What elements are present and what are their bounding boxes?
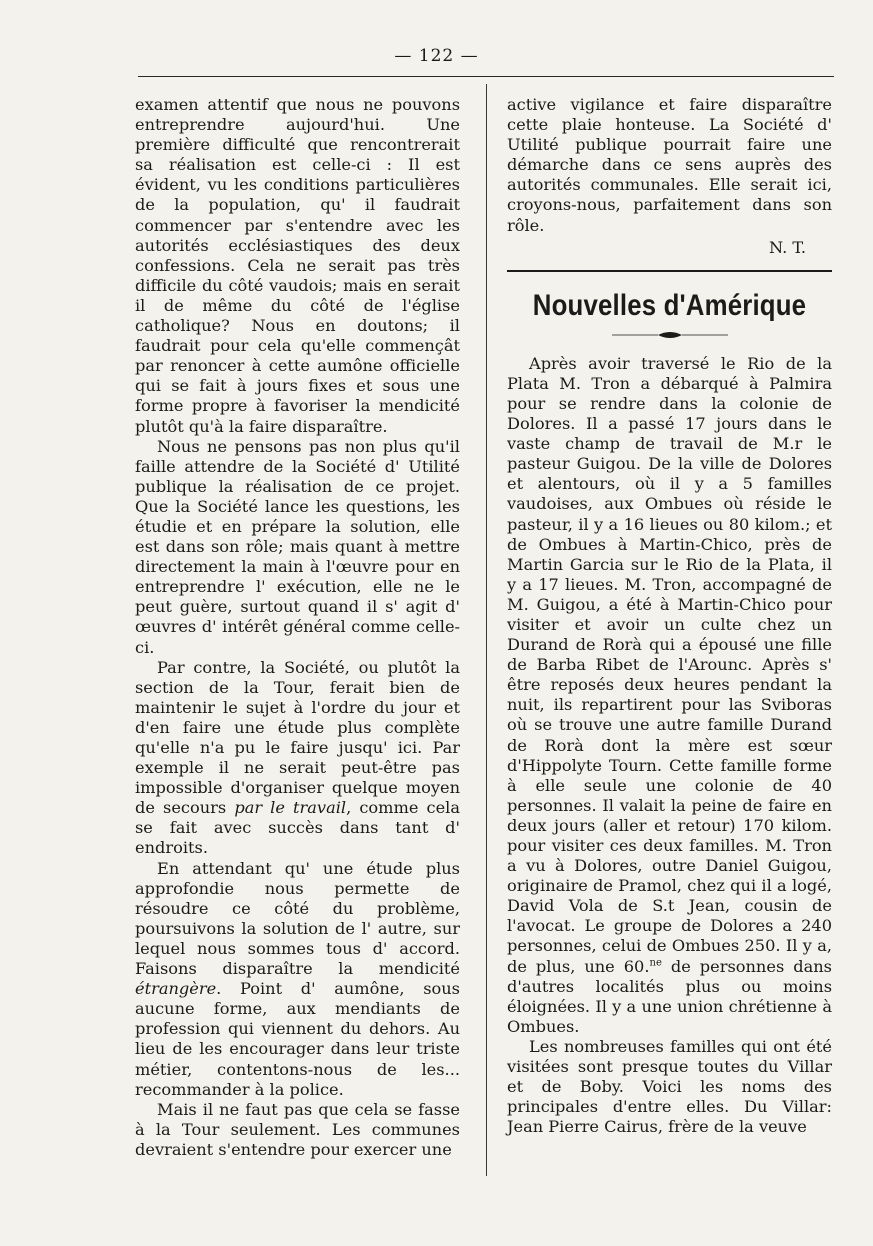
column-divider (486, 84, 487, 1176)
section-rule (507, 270, 832, 272)
section-title: Nouvelles d'Amérique (532, 288, 807, 322)
left-paragraph-3-text-a: Par contre, la Société, ou plutôt la section de la Tour, ferait bien de maintenir le sujet à l'ordre du jour et d'en faire une étude plus complète qu'elle n'a pu le faire jusqu' ici. Par exemple il ne serait peut-être pas impossible d'organiser quelque moyen de secours (135, 657, 460, 818)
header-rule (138, 76, 834, 77)
right-paragraph-1 (507, 354, 832, 1037)
left-paragraph-5: Mais il ne faut pas que cela se fasse à la Tour seulement. Les communes devraient s'entendre pour exercer une (135, 1099, 460, 1159)
left-paragraph-4 (135, 859, 460, 1100)
ornament-divider-icon (610, 330, 730, 340)
left-column (135, 95, 460, 1160)
left-paragraph-3-text-b: , comme cela se fait avec succès dans tant d' endroits. (135, 798, 460, 858)
article-signature: N. T. (769, 237, 806, 257)
left-paragraph-2: Nous ne pensons pas non plus qu'il faille attendre de la Société d' Utilité publique la réalisation de ce projet. Que la Société lance les questions, les étudie et en prépare la solution, elle est dans son rôle; mais quant à mettre directement la main à l'œuvre pour en entreprendre l' exécution, elle ne le peut guère, surtout quand il s' agit d' œuvres d' intérêt général comme celle-ci. (135, 436, 460, 657)
page-number: — 122 — (394, 46, 479, 66)
right-paragraph-2: Les nombreuses familles qui ont été visitées sont presque toutes du Villar et de Boby. Voici les noms des principales d'entre elles. Du Villar: Jean Pierre Cairus, frère de la veuve (507, 1036, 832, 1137)
right-paragraph-1-text-a: Après avoir traversé le Rio de la Plata M. Tron a débarqué à Palmira pour se rendre dans la colonie de Dolores. Il a passé 17 jours dans le vaste champ de travail de M.r le pasteur Guigou. De la ville de Dolores et alentours, où il y a 5 familles vaudoises, aux Ombues où réside le pasteur, il y a 16 lieues ou 80 kilom.; et de Ombues à Martin-Chico, près de Martin Garcia sur le Rio de la Plata, il y a 17 lieues. M. Tron, accompagné de M. Guigou, a été à Martin-Chico pour visiter et avoir un culte chez un Durand de Rorà qui a épousé une fille de Barba Ribet de l'Arounc. Après s' être reposés deux heures pendant la nuit, ils repartirent pour las Sviboras où se trouve une autre famille Durand de Rorà dont la mère est sœur d'Hippolyte Tourn. Cette famille forme à elle seule une colonie de 40 personnes. Il valait la peine de faire en deux jours (aller et retour) 170 kilom. pour visiter ces deux familles. M. Tron a vu à Dolores, outre Daniel Guigou, originaire de Pramol, chez qui il a logé, David Vola de S.t Jean, cousin de l'avocat. Le groupe de Dolores a 240 personnes, celui de Ombues 250. Il y a, de plus, une 60. (507, 353, 832, 976)
left-paragraph-3-italic: par le travail (234, 798, 347, 818)
right-paragraph-1-text-b: de personnes dans d'autres localités plus ou moins éloignées. Il y a une union chrétienne à Ombues. (507, 956, 832, 1036)
left-paragraph-4-text-a: En attendant qu' une étude plus approfondie nous permette de résoudre ce côté du problème, poursuivons la solution de l' autre, sur lequel nous sommes tous d' accord. Faisons disparaître la mendicité (135, 858, 460, 979)
left-paragraph-1: examen attentif que nous ne pouvons entreprendre aujourd'hui. Une première difficulté que rencontrerait sa réalisation est celle-ci : Il est évident, vu les conditions particulières de la population, qu' il faudrait commencer par s'entendre avec les autorités ecclésiastiques des deux confessions. Cela ne serait pas très difficile du côté vaudois; mais en serait il de même du côté de l'église catholique? Nous en doutons; il faudrait pour cela qu'elle commençât par renoncer à cette aumône officielle qui se fait à jours fixes et sous une forme propre à favoriser la mendicité plutôt qu'à la faire disparaître. (135, 95, 460, 436)
right-continuation-paragraph: active vigilance et faire disparaître cette plaie honteuse. La Société d' Utilité publique pourrait faire une démarche dans ce sens auprès des autorités communales. Elle serait ici, croyons-nous, parfaitement dans son rôle. (507, 95, 832, 235)
left-paragraph-3 (135, 658, 460, 859)
right-paragraph-1-superscript: ne (649, 957, 662, 969)
right-column (507, 95, 832, 1137)
left-paragraph-4-italic: étrangère (135, 979, 217, 999)
left-paragraph-4-text-b: . Point d' aumône, sous aucune forme, aux mendiants de profession qui viennent du dehors. Au lieu de les encourager dans leur triste métier, contentons-nous de les... recommander à la police. (135, 979, 460, 1099)
